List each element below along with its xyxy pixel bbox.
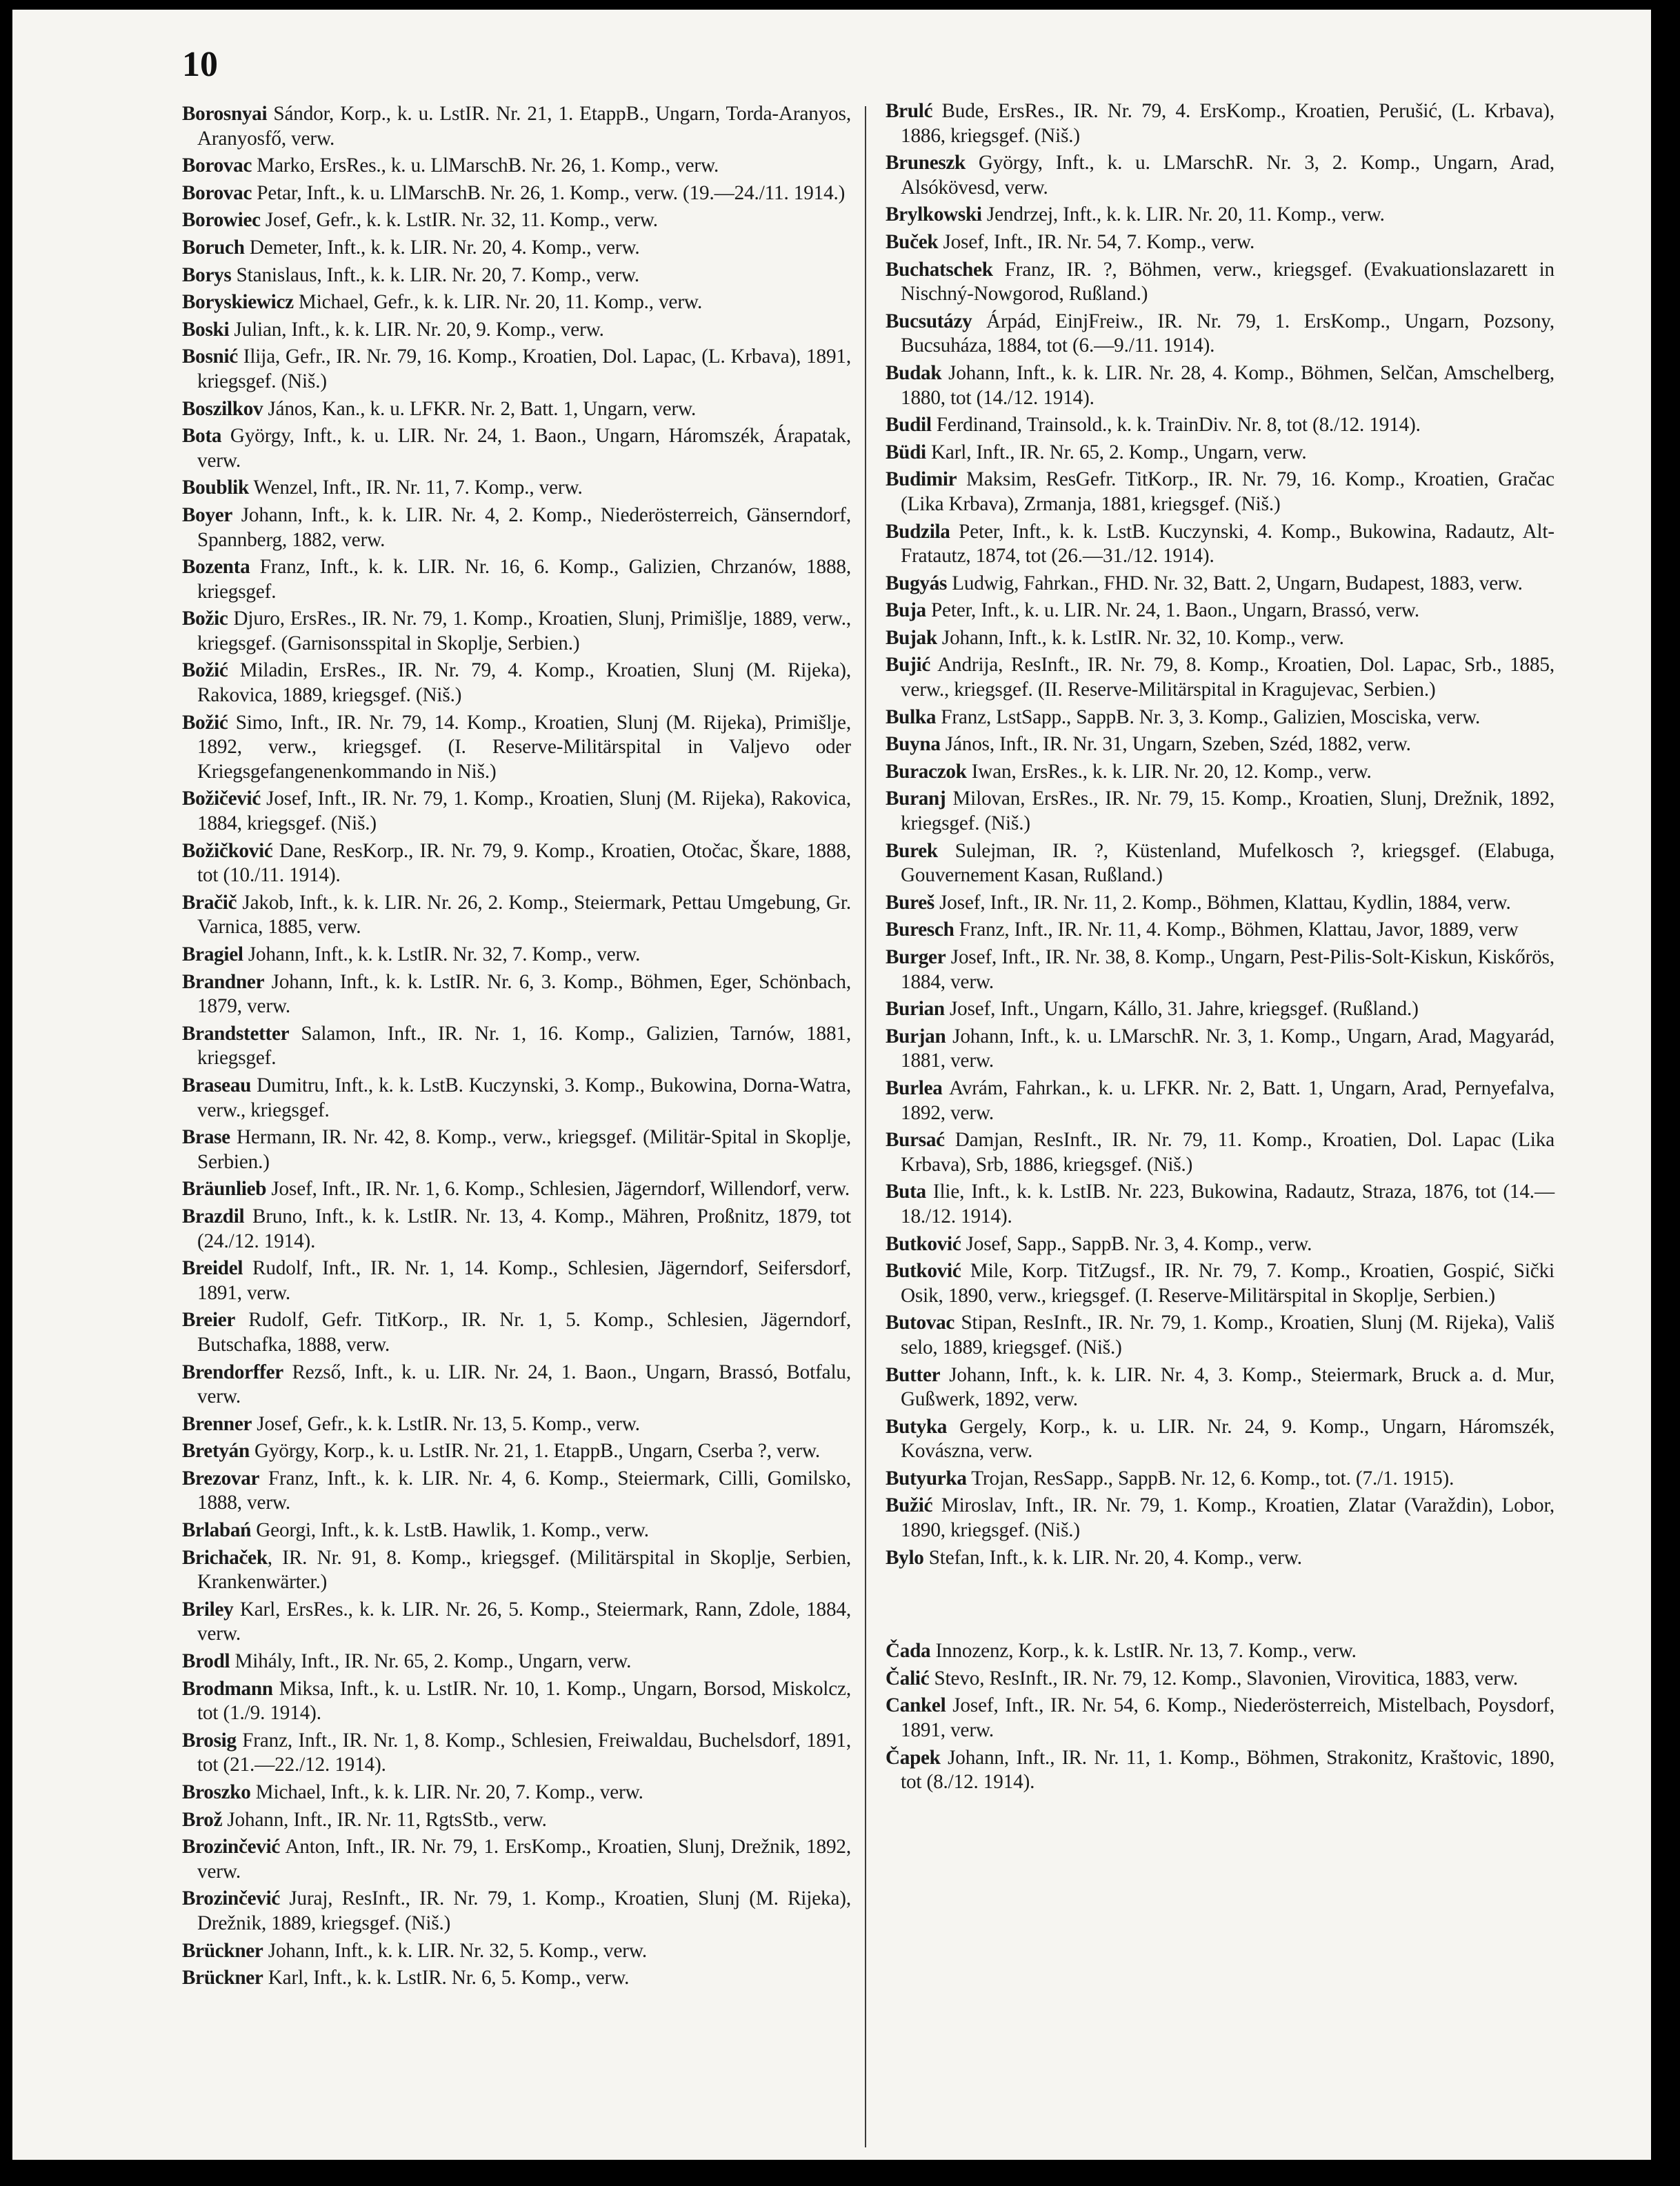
entry-surname: Boruch <box>182 236 245 259</box>
entry-surname: Burek <box>886 839 938 862</box>
entry-details: Iwan, ErsRes., k. k. LIR. Nr. 20, 12. Komp., verw. <box>966 760 1372 783</box>
entry-surname: Bragiel <box>182 943 243 965</box>
list-entry <box>182 1966 851 1991</box>
entry-details: Karl, ErsRes., k. k. LIR. Nr. 26, 5. Komp., Steiermark, Rann, Zdole, 1884, verw. <box>197 1598 851 1645</box>
list-entry <box>182 1649 851 1674</box>
entry-surname: Briley <box>182 1598 234 1621</box>
entry-details: Dane, ResKorp., IR. Nr. 79, 9. Komp., Kroatien, Otočac, Škare, 1888, tot (10./11. 1914). <box>197 839 851 887</box>
entry-surname: Buja <box>886 599 926 622</box>
entry-surname: Borosnyai <box>182 103 268 125</box>
entry-surname: Čada <box>886 1640 931 1663</box>
entry-details: Johann, Inft., k. u. LMarschR. Nr. 3, 1. Komp., Ungarn, Arad, Magyarád, 1881, verw. <box>901 1025 1554 1072</box>
entry-details: Johann, Inft., IR. Nr. 11, 1. Komp., Böhmen, Strakonitz, Kraštovic, 1890, tot (8./12. 1914). <box>901 1746 1554 1794</box>
entry-details: Franz, IR. ?, Böhmen, verw., kriegsgef. (Evakuationslazarett in Nischný-Nowgorod, Rußland.) <box>901 258 1554 305</box>
entry-surname: Božic <box>182 608 228 630</box>
entry-details: Simo, Inft., IR. Nr. 79, 14. Komp., Kroatien, Slunj (M. Rijeka), Primišlje, 1892, verw., kriegsgef. (I. Reserve-Militärspital in Valjevo oder Kriegsgefangenenkommando in Niš.) <box>197 711 851 783</box>
list-entry <box>886 1494 1554 1543</box>
list-entry <box>886 1128 1554 1177</box>
entry-details: Karl, Inft., k. k. LstIR. Nr. 6, 5. Komp., verw. <box>263 1967 630 1989</box>
list-entry <box>182 555 851 604</box>
list-entry <box>886 732 1554 757</box>
entry-surname: Brozinčević <box>182 1836 281 1858</box>
list-entry <box>182 1412 851 1437</box>
entry-details: Andrija, ResInft., IR. Nr. 79, 8. Komp., Kroatien, Dol. Lapac, Srb., 1885, verw., kriegsgef. (II. Reserve-Militärspital in Kragujevac, Serbien.) <box>901 654 1554 701</box>
entry-surname: Burlea <box>886 1076 943 1099</box>
entry-surname: Bräunlieb <box>182 1178 267 1201</box>
list-entry <box>182 1598 851 1647</box>
entry-surname: Broszko <box>182 1781 251 1803</box>
list-entry <box>886 705 1554 730</box>
list-entry <box>886 99 1554 148</box>
entry-details: Ilie, Inft., k. k. LstIB. Nr. 223, Bukowina, Radautz, Straza, 1876, tot (14.—18./12. 1914). <box>901 1181 1554 1227</box>
entry-details: Johann, Inft., k. k. LIR. Nr. 28, 4. Komp., Böhmen, Selčan, Amschelberg, 1880, tot (14./12. 1914). <box>901 361 1554 409</box>
list-entry <box>886 1694 1554 1743</box>
entry-surname: Bretyán <box>182 1440 250 1463</box>
list-entry <box>886 1467 1554 1492</box>
entry-surname: Boski <box>182 318 230 341</box>
entry-surname: Brylkowski <box>886 203 982 226</box>
entry-details: Bude, ErsRes., IR. Nr. 79, 4. ErsKomp., Kroatien, Perušić, (L. Krbava), 1886, kriegsgef. (Niš.) <box>901 100 1554 147</box>
entry-surname: Butter <box>886 1363 941 1386</box>
entry-details: Jakob, Inft., k. k. LIR. Nr. 26, 2. Komp., Steiermark, Pettau Umgebung, Gr. Varnica, 1885, verw. <box>197 891 851 939</box>
entry-details: Trojan, ResSapp., SappB. Nr. 12, 6. Komp., tot. (7./1. 1915). <box>966 1467 1454 1490</box>
list-entry <box>886 1363 1554 1412</box>
list-entry <box>182 397 851 422</box>
entry-surname: Budimir <box>886 468 957 491</box>
entry-details: Georgi, Inft., k. k. LstB. Hawlik, 1. Komp., verw. <box>251 1519 649 1542</box>
right-column-b-section <box>886 99 1554 1570</box>
list-entry <box>886 1232 1554 1257</box>
entry-details: Josef, Sapp., SappB. Nr. 3, 4. Komp., verw. <box>961 1232 1312 1255</box>
list-entry <box>182 154 851 179</box>
list-entry <box>182 1729 851 1778</box>
entry-details: Salamon, Inft., IR. Nr. 1, 16. Komp., Galizien, Tarnów, 1881, kriegsgef. <box>197 1022 851 1070</box>
entry-details: Gergely, Korp., k. u. LIR. Nr. 24, 9. Komp., Ungarn, Háromszék, Kovászna, verw. <box>901 1415 1554 1463</box>
entry-details: Josef, Inft., IR. Nr. 38, 8. Komp., Ungarn, Pest-Pilis-Solt-Kiskun, Kiskőrös, 1884, verw. <box>901 946 1554 993</box>
list-entry <box>886 230 1554 255</box>
entry-surname: Bulka <box>886 705 937 728</box>
entry-surname: Bozenta <box>182 556 250 579</box>
list-entry <box>182 263 851 288</box>
list-entry <box>886 787 1554 836</box>
section-gap <box>886 1573 1554 1639</box>
list-entry <box>182 1308 851 1357</box>
list-entry <box>182 1939 851 1964</box>
entry-details: Milovan, ErsRes., IR. Nr. 79, 15. Komp., Kroatien, Slunj, Drežnik, 1892, kriegsgef. (Niš.) <box>901 788 1554 835</box>
entry-details: , IR. Nr. 91, 8. Komp., kriegsgef. (Militärspital in Skoplje, Serbien, Krankenwärter.) <box>197 1546 851 1594</box>
entry-surname: Božić <box>182 659 228 682</box>
entry-surname: Bujak <box>886 626 937 649</box>
column-divider <box>865 106 866 2147</box>
entry-surname: Brosig <box>182 1729 237 1752</box>
list-entry <box>886 1546 1554 1571</box>
entry-surname: Bosnić <box>182 345 238 368</box>
entry-surname: Bruneszk <box>886 152 966 174</box>
list-entry <box>886 151 1554 200</box>
entry-surname: Butovac <box>886 1312 955 1334</box>
entry-surname: Bužić <box>886 1494 933 1517</box>
page-number: 10 <box>182 45 218 84</box>
entry-surname: Breier <box>182 1309 236 1332</box>
list-entry <box>182 970 851 1019</box>
entry-details: Miladin, ErsRes., IR. Nr. 79, 4. Komp., Kroatien, Slunj (M. Rijeka), Rakovica, 1889, kriegsgef. (Niš.) <box>197 659 851 707</box>
entry-surname: Bugyás <box>886 572 948 594</box>
entry-details: Johann, Inft., IR. Nr. 11, RgtsStb., verw. <box>222 1808 547 1831</box>
list-entry <box>886 1639 1554 1664</box>
entry-details: Franz, Inft., IR. Nr. 1, 8. Komp., Schlesien, Freiwaldau, Buchelsdorf, 1891, tot (21.—22./12. 1914). <box>197 1729 851 1776</box>
entry-surname: Buyna <box>886 733 941 756</box>
entry-surname: Cankel <box>886 1694 946 1717</box>
right-column <box>886 99 1554 1798</box>
list-entry <box>182 236 851 261</box>
entry-details: Peter, Inft., k. u. LIR. Nr. 24, 1. Baon., Ungarn, Brassó, verw. <box>926 599 1419 622</box>
entry-surname: Brandner <box>182 970 265 993</box>
entry-surname: Burjan <box>886 1025 946 1047</box>
list-entry <box>182 607 851 656</box>
entry-surname: Butković <box>886 1232 961 1255</box>
entry-surname: Butyurka <box>886 1467 967 1490</box>
entry-details: Josef, Gefr., k. k. LstIR. Nr. 13, 5. Komp., verw. <box>252 1412 640 1435</box>
entry-details: Árpád, EinjFreiw., IR. Nr. 79, 1. ErsKomp., Ungarn, Pozsony, Bucsuháza, 1884, tot (6.—9./11. 1914). <box>901 310 1554 357</box>
entry-details: Avrám, Fahrkan., k. u. LFKR. Nr. 2, Batt. 1, Ungarn, Arad, Pernyefalva, 1892, verw. <box>901 1076 1554 1124</box>
entry-details: Miksa, Inft., k. u. LstIR. Nr. 10, 1. Komp., Ungarn, Borsod, Miskolcz, tot (1./9. 1914). <box>197 1677 851 1725</box>
list-entry <box>182 102 851 151</box>
entry-surname: Brodl <box>182 1650 230 1673</box>
entry-surname: Bursać <box>886 1129 945 1152</box>
list-entry <box>886 1415 1554 1464</box>
entry-details: Franz, LstSapp., SappB. Nr. 3, 3. Komp., Galizien, Mosciska, verw. <box>936 705 1481 728</box>
list-entry <box>886 1311 1554 1360</box>
entry-details: Damjan, ResInft., IR. Nr. 79, 11. Komp., Kroatien, Dol. Lapac (Lika Krbava), Srb, 1886, kriegsgef. (Niš.) <box>901 1129 1554 1176</box>
entry-surname: Brulć <box>886 100 933 122</box>
list-entry <box>182 1022 851 1071</box>
entry-details: Ludwig, Fahrkan., FHD. Nr. 32, Batt. 2, Ungarn, Budapest, 1883, verw. <box>947 572 1523 594</box>
entry-surname: Breidel <box>182 1257 243 1280</box>
list-entry <box>182 1808 851 1833</box>
entry-surname: Boublik <box>182 477 249 499</box>
entry-surname: Božičević <box>182 788 261 810</box>
entry-details: Anton, Inft., IR. Nr. 79, 1. ErsKomp., Kroatien, Slunj, Drežnik, 1892, verw. <box>197 1836 851 1883</box>
entry-details: Josef, Inft., IR. Nr. 1, 6. Komp., Schlesien, Jägerndorf, Willendorf, verw. <box>266 1178 850 1201</box>
entry-details: Stefan, Inft., k. k. LIR. Nr. 20, 4. Komp., verw. <box>923 1546 1302 1569</box>
entry-details: Peter, Inft., k. k. LstB. Kuczynski, 4. Komp., Bukowina, Radautz, Alt-Fratautz, 1874, tot (26.—31./12. 1914). <box>901 520 1554 568</box>
entry-surname: Budak <box>886 361 942 384</box>
entry-details: Dumitru, Inft., k. k. LstB. Kuczynski, 3. Komp., Bukowina, Dorna-Watra, verw., kriegsgef. <box>197 1074 851 1121</box>
list-entry <box>886 468 1554 517</box>
entry-details: Maksim, ResGefr. TitKorp., IR. Nr. 79, 16. Komp., Kroatien, Gračac (Lika Krbava), Zrmanja, 1881, kriegsgef. (Niš.) <box>901 468 1554 515</box>
entry-details: Franz, Inft., k. k. LIR. Nr. 16, 6. Komp., Galizien, Chrzanów, 1888, kriegsgef. <box>197 556 851 603</box>
list-entry <box>182 424 851 473</box>
entry-surname: Buček <box>886 230 939 253</box>
list-entry <box>886 310 1554 359</box>
entry-details: Bruno, Inft., k. k. LstIR. Nr. 13, 4. Komp., Mähren, Proßnitz, 1879, tot (24./12. 1914). <box>197 1205 851 1252</box>
entry-surname: Brodmann <box>182 1677 273 1700</box>
entry-surname: Budzila <box>886 520 950 543</box>
right-column-c-section <box>886 1639 1554 1795</box>
entry-surname: Braseau <box>182 1074 252 1096</box>
entry-details: Stevo, ResInft., IR. Nr. 79, 12. Komp., Slavonien, Virovitica, 1883, verw. <box>929 1667 1518 1689</box>
list-entry <box>886 1180 1554 1229</box>
list-entry <box>182 1177 851 1202</box>
list-entry <box>886 599 1554 623</box>
entry-surname: Butyka <box>886 1415 948 1438</box>
entry-surname: Butković <box>886 1260 961 1283</box>
entry-surname: Bucsutázy <box>886 310 972 332</box>
document-page <box>12 10 1651 2160</box>
list-entry <box>182 208 851 233</box>
entry-details: Stipan, ResInft., IR. Nr. 79, 1. Komp., Kroatien, Slunj (M. Rijeka), Vališ selo, 1889, kriegsgef. (Niš.) <box>901 1312 1554 1358</box>
list-entry <box>182 839 851 888</box>
list-entry <box>886 413 1554 438</box>
entry-surname: Borys <box>182 263 232 286</box>
entry-details: Josef, Inft., IR. Nr. 54, 7. Komp., verw. <box>938 230 1255 253</box>
left-column <box>182 102 851 1994</box>
entry-details: Mihály, Inft., IR. Nr. 65, 2. Komp., Ungarn, verw. <box>230 1650 632 1673</box>
entry-details: Marko, ErsRes., k. u. LlMarschB. Nr. 26, 1. Komp., verw. <box>252 154 719 177</box>
list-entry <box>886 891 1554 916</box>
entry-details: Miroslav, Inft., IR. Nr. 79, 1. Komp., Kroatien, Zlatar (Varaždin), Lobor, 1890, kriegsgef. (Niš.) <box>901 1494 1554 1542</box>
list-entry <box>182 318 851 343</box>
entry-surname: Bota <box>182 425 222 448</box>
list-entry <box>182 659 851 708</box>
entry-details: György, Korp., k. u. LstIR. Nr. 21, 1. EtappB., Ungarn, Cserba ?, verw. <box>249 1440 821 1463</box>
list-entry <box>886 918 1554 943</box>
entry-details: Sulejman, IR. ?, Küstenland, Mufelkosch ?, kriegsgef. (Elabuga, Gouvernement Kasan, Rußland.) <box>901 839 1554 887</box>
list-entry <box>886 945 1554 994</box>
entry-surname: Buraczok <box>886 760 967 783</box>
entry-details: Johann, Inft., k. k. LIR. Nr. 32, 5. Komp., verw. <box>263 1939 648 1962</box>
entry-surname: Brož <box>182 1808 223 1831</box>
list-entry <box>182 1518 851 1543</box>
list-entry <box>886 1259 1554 1308</box>
entry-surname: Božić <box>182 711 228 734</box>
entry-surname: Brazdil <box>182 1205 245 1227</box>
entry-surname: Borovac <box>182 154 252 177</box>
entry-details: Juraj, ResInft., IR. Nr. 79, 1. Komp., Kroatien, Slunj (M. Rijeka), Drežnik, 1889, kriegsgef. (Niš.) <box>197 1887 851 1934</box>
list-entry <box>182 891 851 940</box>
list-entry <box>182 1887 851 1936</box>
entry-details: Sándor, Korp., k. u. LstIR. Nr. 21, 1. EtappB., Ungarn, Torda-Aranyos, Aranyosfő, verw. <box>197 103 851 150</box>
entry-surname: Budil <box>886 414 932 437</box>
entry-details: Franz, Inft., IR. Nr. 11, 4. Komp., Böhmen, Klattau, Javor, 1889, verw <box>954 919 1519 941</box>
entry-surname: Borowiec <box>182 209 261 232</box>
entry-details: Ilija, Gefr., IR. Nr. 79, 16. Komp., Kroatien, Dol. Lapac, (L. Krbava), 1891, kriegsgef. (Niš.) <box>197 345 851 392</box>
entry-surname: Borovac <box>182 181 252 204</box>
entry-details: Johann, Inft., k. k. LstIR. Nr. 6, 3. Komp., Böhmen, Eger, Schönbach, 1879, verw. <box>197 970 851 1018</box>
entry-surname: Bureš <box>886 891 934 914</box>
list-entry <box>886 839 1554 888</box>
list-entry <box>182 1467 851 1516</box>
list-entry <box>886 1025 1554 1074</box>
entry-surname: Brozinčević <box>182 1887 281 1910</box>
entry-details: Mile, Korp. TitZugsf., IR. Nr. 79, 7. Komp., Kroatien, Gospić, Sički Osik, 1890, verw., kriegsgef. (I. Reserve-Militärspital in Skoplje, Serbien.) <box>901 1260 1554 1307</box>
entry-details: Innozenz, Korp., k. k. LstIR. Nr. 13, 7. Komp., verw. <box>930 1640 1357 1663</box>
entry-details: Demeter, Inft., k. k. LIR. Nr. 20, 4. Komp., verw. <box>244 236 640 259</box>
list-entry <box>182 1835 851 1884</box>
entry-details: Franz, Inft., k. k. LIR. Nr. 4, 6. Komp., Steiermark, Cilli, Gomilsko, 1888, verw. <box>197 1467 851 1514</box>
list-entry <box>886 520 1554 569</box>
list-entry <box>886 760 1554 785</box>
entry-details: György, Inft., k. u. LIR. Nr. 24, 1. Baon., Ungarn, Háromszék, Árapatak, verw. <box>197 425 851 472</box>
list-entry <box>182 476 851 501</box>
entry-surname: Bylo <box>886 1546 924 1569</box>
entry-surname: Büdi <box>886 441 926 463</box>
entry-surname: Bujić <box>886 654 930 676</box>
entry-details: Hermann, IR. Nr. 42, 8. Komp., verw., kriegsgef. (Militär-Spital in Skoplje, Serbien.) <box>197 1126 851 1173</box>
entry-details: Michael, Inft., k. k. LIR. Nr. 20, 7. Komp., verw. <box>250 1781 643 1803</box>
list-entry <box>886 572 1554 596</box>
list-entry <box>182 1125 851 1174</box>
entry-details: Julian, Inft., k. k. LIR. Nr. 20, 9. Komp., verw. <box>229 318 604 341</box>
list-entry <box>182 943 851 967</box>
list-entry <box>182 1781 851 1805</box>
list-entry <box>886 626 1554 651</box>
list-entry <box>886 258 1554 307</box>
entry-surname: Boryskiewicz <box>182 291 294 314</box>
list-entry <box>886 1076 1554 1125</box>
entry-surname: Božičković <box>182 839 273 862</box>
list-entry <box>182 181 851 206</box>
entry-surname: Brandstetter <box>182 1022 290 1045</box>
entry-details: Johann, Inft., k. k. LstIR. Nr. 32, 10. Komp., verw. <box>937 626 1344 649</box>
list-entry <box>886 997 1554 1022</box>
list-entry <box>886 441 1554 465</box>
entry-details: Johann, Inft., k. k. LIR. Nr. 4, 3. Komp., Steiermark, Bruck a. d. Mur, Gußwerk, 1892, verw. <box>901 1363 1554 1411</box>
list-entry <box>182 503 851 552</box>
entry-details: Johann, Inft., k. k. LstIR. Nr. 32, 7. Komp., verw. <box>243 943 641 965</box>
entry-details: Wenzel, Inft., IR. Nr. 11, 7. Komp., verw. <box>248 477 583 499</box>
entry-details: Josef, Inft., Ungarn, Kállo, 31. Jahre, kriegsgef. (Rußland.) <box>944 998 1419 1021</box>
entry-details: Rudolf, Gefr. TitKorp., IR. Nr. 1, 5. Komp., Schlesien, Jägerndorf, Butschafka, 1888, verw. <box>197 1309 851 1356</box>
entry-details: Djuro, ErsRes., IR. Nr. 79, 1. Komp., Kroatien, Slunj, Primišlje, 1889, verw., kriegsgef. (Garnisonsspital in Skoplje, Serbien.) <box>197 608 851 654</box>
entry-details: Johann, Inft., k. k. LIR. Nr. 4, 2. Komp., Niederösterreich, Gänserndorf, Spannberg, 1882, verw. <box>197 503 851 551</box>
entry-surname: Buresch <box>886 919 954 941</box>
list-entry <box>182 1361 851 1410</box>
entry-details: Rudolf, Inft., IR. Nr. 1, 14. Komp., Schlesien, Jägerndorf, Seifersdorf, 1891, verw. <box>197 1257 851 1304</box>
entry-surname: Čapek <box>886 1746 941 1769</box>
entry-surname: Boyer <box>182 503 233 526</box>
list-entry <box>886 653 1554 702</box>
entry-surname: Bračič <box>182 891 237 914</box>
list-entry <box>182 290 851 315</box>
list-entry <box>182 1256 851 1305</box>
list-entry <box>886 203 1554 228</box>
entry-details: János, Inft., IR. Nr. 31, Ungarn, Szeben, Széd, 1882, verw. <box>940 733 1411 756</box>
entry-details: János, Kan., k. u. LFKR. Nr. 2, Batt. 1, Ungarn, verw. <box>263 397 697 420</box>
entry-surname: Brase <box>182 1126 230 1149</box>
entry-details: Josef, Gefr., k. k. LstIR. Nr. 32, 11. Komp., verw. <box>260 209 658 232</box>
list-entry <box>182 1439 851 1464</box>
entry-details: Petar, Inft., k. u. LlMarschB. Nr. 26, 1. Komp., verw. (19.—24./11. 1914.) <box>252 181 846 204</box>
entry-details: Jendrzej, Inft., k. k. LIR. Nr. 20, 11. Komp., verw. <box>981 203 1385 226</box>
entry-surname: Buchatschek <box>886 258 993 281</box>
entry-surname: Brezovar <box>182 1467 260 1490</box>
entry-surname: Burian <box>886 998 945 1021</box>
entry-surname: Buranj <box>886 788 946 810</box>
entry-surname: Brenner <box>182 1412 252 1435</box>
list-entry <box>182 345 851 394</box>
entry-details: Stanislaus, Inft., k. k. LIR. Nr. 20, 7. Komp., verw. <box>231 263 640 286</box>
list-entry <box>182 787 851 836</box>
entry-surname: Brlabań <box>182 1519 252 1542</box>
entry-details: Josef, Inft., IR. Nr. 79, 1. Komp., Kroatien, Slunj (M. Rijeka), Rakovica, 1884, kriegsgef. (Niš.) <box>197 788 851 835</box>
entry-details: György, Inft., k. u. LMarschR. Nr. 3, 2. Komp., Ungarn, Arad, Alsókövesd, verw. <box>901 152 1554 199</box>
entry-surname: Brückner <box>182 1939 263 1962</box>
entry-surname: Burger <box>886 946 946 968</box>
entry-surname: Buta <box>886 1181 926 1203</box>
entry-surname: Brendorffer <box>182 1361 283 1383</box>
entry-surname: Čalić <box>886 1667 930 1689</box>
entry-details: Ferdinand, Trainsold., k. k. TrainDiv. Nr. 8, tot (8./12. 1914). <box>931 414 1421 437</box>
entry-details: Michael, Gefr., k. k. LIR. Nr. 20, 11. Komp., verw. <box>293 291 703 314</box>
list-entry <box>182 1677 851 1726</box>
list-entry <box>886 361 1554 410</box>
list-entry <box>182 1205 851 1254</box>
entry-details: Josef, Inft., IR. Nr. 54, 6. Komp., Niederösterreich, Mistelbach, Poysdorf, 1891, verw. <box>901 1694 1554 1742</box>
entry-surname: Brichaček <box>182 1546 268 1569</box>
entry-surname: Brückner <box>182 1967 263 1989</box>
entry-details: Josef, Inft., IR. Nr. 11, 2. Komp., Böhmen, Klattau, Kydlin, 1884, verw. <box>934 891 1511 914</box>
entry-details: Rezső, Inft., k. u. LIR. Nr. 24, 1. Baon., Ungarn, Brassó, Botfalu, verw. <box>197 1361 851 1408</box>
list-entry <box>182 711 851 785</box>
list-entry <box>886 1746 1554 1795</box>
entry-surname: Boszilkov <box>182 397 263 420</box>
list-entry <box>182 1546 851 1595</box>
entry-details: Karl, Inft., IR. Nr. 65, 2. Komp., Ungarn, verw. <box>926 441 1307 463</box>
list-entry <box>182 1074 851 1123</box>
list-entry <box>886 1667 1554 1692</box>
